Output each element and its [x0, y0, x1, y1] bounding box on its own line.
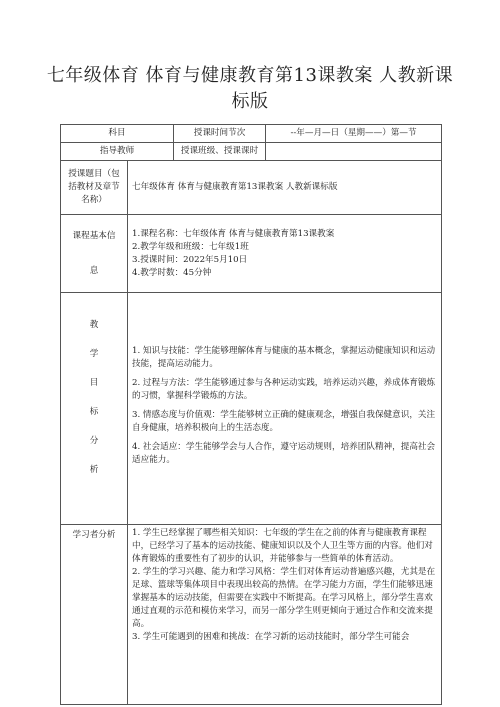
topic-label: 授课题目（包括教材及章节名称） [61, 161, 128, 215]
subject-label: 科目 [61, 125, 174, 143]
lesson-plan-table [60, 124, 442, 705]
page-title: 七年级体育 体育与健康教育第13课教案 人教新课标版 [46, 65, 454, 112]
basic-info-item: 3.授课时间：2022年5月10日 [132, 254, 248, 265]
basic-info-item: 2.教学年级和班级：七年级1班 [132, 241, 249, 252]
objective-item: 3. 情感态度与价值观：学生能够树立正确的健康观念，增强自我保健意识，关注自身健康，培养积极向上的生活态度。 [132, 409, 436, 433]
objective-item: 4. 社会适应：学生能够学会与人合作，遵守运动规则，培养团队精神，提高社会适应能力。 [132, 441, 436, 465]
objective-item: 2. 过程与方法：学生能够通过参与各种运动实践，培养运动兴趣，养成体育锻炼的习惯，掌握科学锻炼的方法。 [132, 377, 436, 401]
learner-item: 1. 学生已经掌握了哪些相关知识：七年级的学生在之前的体育与健康教育课程中，已经学习了基本的运动技能、健康知识以及个人卫生等方面的内容。他们对体育锻炼的重要性有了初步的认识，并能够参与一些简单的体育活动。 [132, 528, 433, 564]
time-value: --年—月—日（星期——）第—节 [266, 125, 442, 143]
objective-item: 1. 知识与技能：学生能够理解体育与健康的基本概念，掌握运动健康知识和运动技能，提高运动能力。 [132, 345, 436, 369]
objectives-label: 教 学 目 标 分 析 [61, 293, 128, 525]
basic-info-label: 课程基本信 息 [61, 215, 128, 293]
learner-analysis-list [128, 525, 442, 705]
basic-info-item: 1.课程名称：七年级体育 体育与健康教育第13课教案 [132, 228, 335, 239]
teacher-label: 指导教师 [61, 143, 174, 161]
basic-info-item: 4.教学时数：45分钟 [132, 267, 212, 278]
objectives-list [128, 293, 442, 525]
class-label: 授课班级、授课课时 [174, 143, 266, 161]
time-label: 授课时间节次 [174, 125, 266, 143]
class-value [266, 143, 442, 161]
learner-analysis-label: 学习者分析 [61, 525, 128, 705]
learner-item: 3. 学生可能遇到的困难和挑战：在学习新的运动技能时，部分学生可能会 [132, 632, 410, 642]
learner-item: 2. 学生的学习兴趣、能力和学习风格：学生们对体育运动普遍感兴趣，尤其是在足球、篮球等集体项目中表现出较高的热情。在学习能力方面，学生们能够迅速掌握基本的运动技能，但需要在实践中不断提高。在学习风格上，部分学生喜欢通过直观的示范和模仿来学习，而另一部分学生则更倾向于通过合作和交流来提高。 [132, 567, 436, 629]
topic-value: 七年级体育 体育与健康教育第13课教案 人教新课标版 [128, 161, 442, 215]
basic-info-list [128, 215, 442, 293]
